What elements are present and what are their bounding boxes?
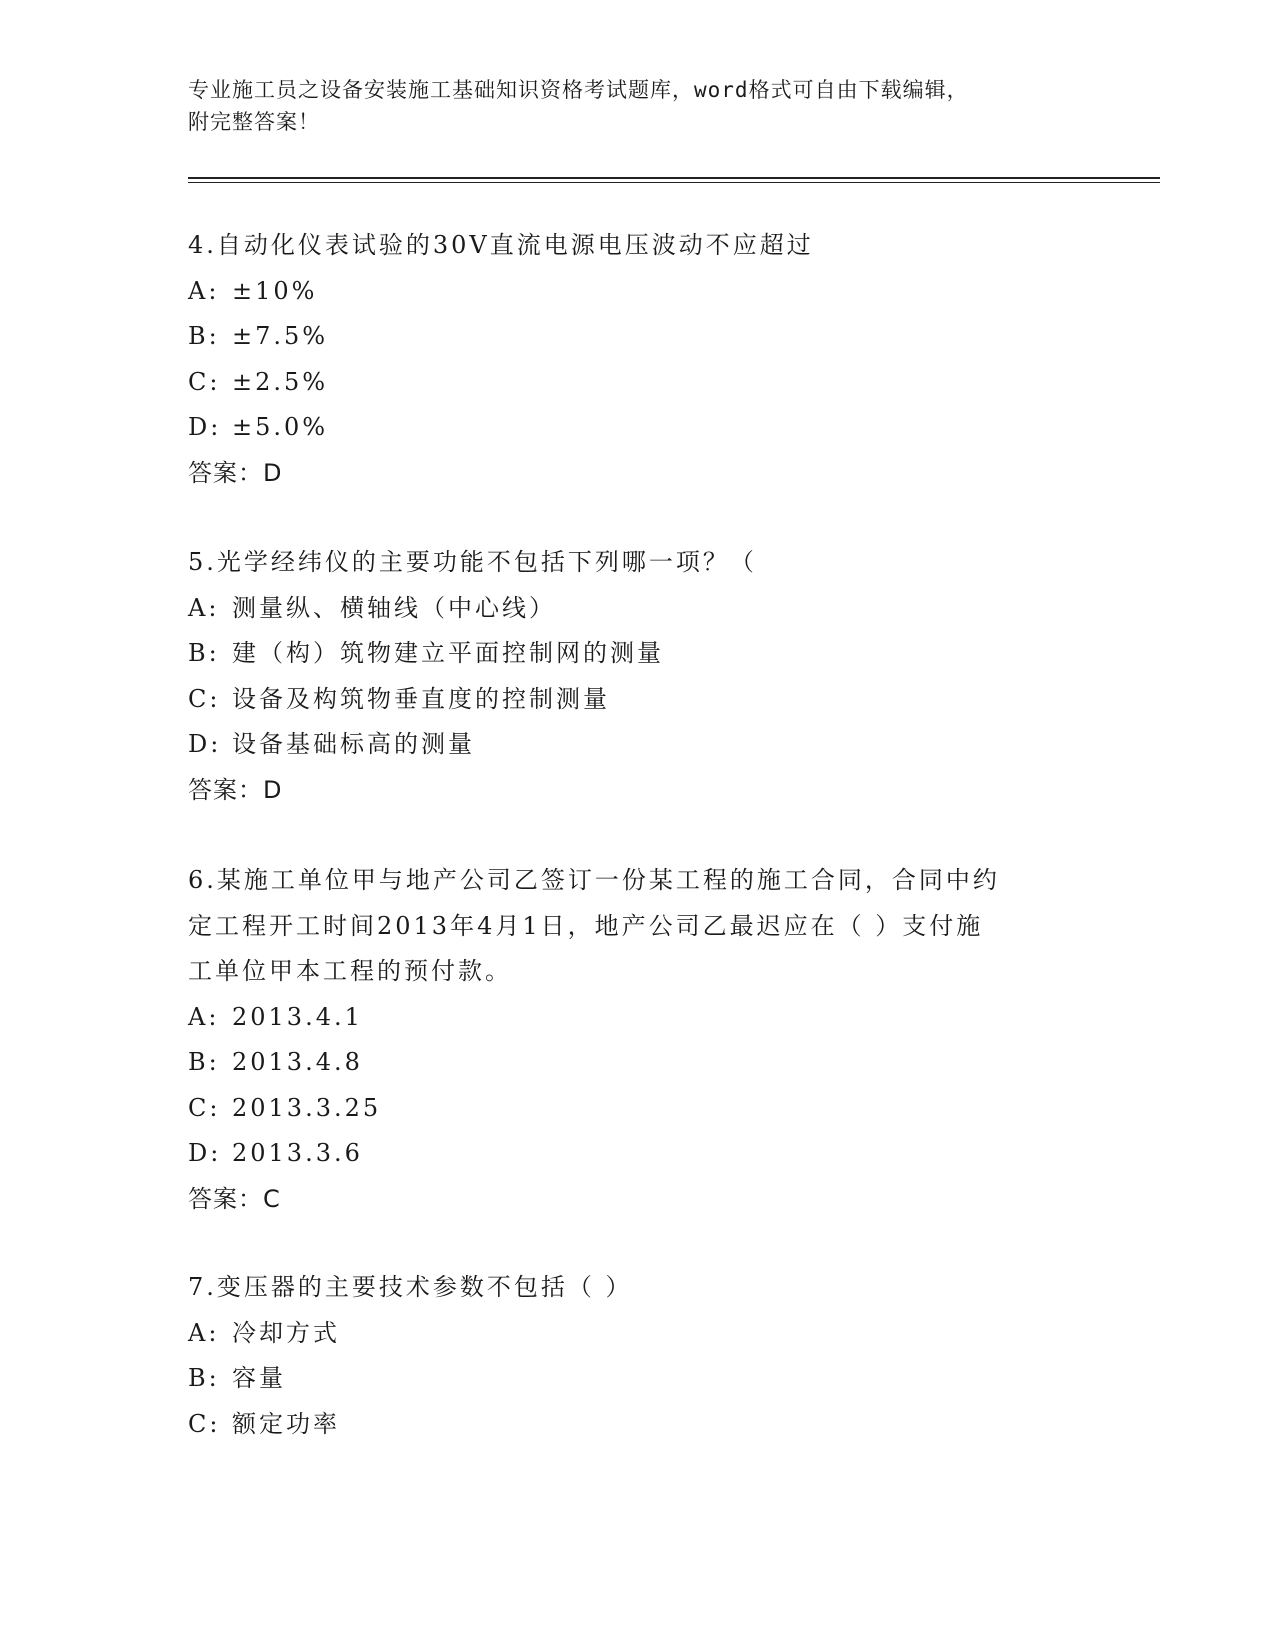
option-letter: D: — [188, 1139, 222, 1167]
header-title-line-1: 专业施工员之设备安装施工基础知识资格考试题库，word格式可自由下载编辑， — [188, 78, 969, 102]
question-stem-line: 定工程开工时间2013年4月1日，地产公司乙最迟应在（ ）支付施 — [188, 911, 984, 940]
option-a — [188, 1311, 1088, 1357]
option-b — [188, 631, 1088, 677]
option-d — [188, 1131, 1088, 1177]
question-7 — [188, 1265, 1088, 1447]
option-text: ±5.0% — [232, 413, 329, 441]
question-stem: 5.光学经纬仪的主要功能不包括下列哪一项？（ — [188, 548, 757, 576]
question-4 — [188, 223, 1088, 496]
option-c — [188, 1402, 1088, 1448]
option-text: 2013.4.1 — [232, 1002, 363, 1031]
option-letter: A: — [188, 1002, 220, 1031]
question-5 — [188, 540, 1088, 813]
question-stem-line: 6.某施工单位甲与地产公司乙签订一份某工程的施工合同，合同中约 — [188, 866, 1000, 894]
option-letter: C: — [188, 1093, 221, 1122]
question-stem: 7.变压器的主要技术参数不包括（ ） — [188, 1273, 633, 1301]
header-title-line-2: 附完整答案！ — [188, 110, 320, 134]
option-text: 设备及构筑物垂直度的控制测量 — [232, 684, 610, 713]
question-stem-line: 工单位甲本工程的预付款。 — [188, 957, 512, 985]
option-a — [188, 995, 1088, 1041]
option-letter: D: — [188, 730, 222, 758]
option-text: ±10% — [232, 276, 318, 305]
option-text: 设备基础标高的测量 — [232, 730, 475, 758]
answer: 答案：D — [188, 458, 283, 487]
option-d — [188, 405, 1088, 451]
option-c — [188, 677, 1088, 723]
option-text: 测量纵、横轴线（中心线） — [232, 593, 556, 622]
option-text: 建（构）筑物建立平面控制网的测量 — [232, 639, 664, 667]
option-text: 2013.3.25 — [232, 1093, 382, 1122]
answer: 答案：C — [188, 1184, 281, 1213]
option-a — [188, 269, 1088, 315]
option-text: ±2.5% — [232, 367, 329, 396]
option-c — [188, 360, 1088, 406]
option-text: 额定功率 — [232, 1409, 340, 1438]
option-letter: A: — [188, 593, 220, 622]
document-header — [188, 74, 1068, 138]
option-b — [188, 1356, 1088, 1402]
question-stem: 4.自动化仪表试验的30V直流电源电压波动不应超过 — [188, 231, 814, 259]
option-letter: B: — [188, 1048, 220, 1076]
option-d — [188, 722, 1088, 768]
header-divider — [188, 177, 1160, 183]
question-6 — [188, 858, 1088, 1222]
option-text: 2013.4.8 — [232, 1048, 363, 1076]
option-letter: A: — [188, 276, 220, 305]
option-letter: C: — [188, 367, 221, 396]
option-letter: B: — [188, 1364, 220, 1392]
option-letter: C: — [188, 1409, 221, 1438]
option-letter: D: — [188, 413, 222, 441]
option-letter: B: — [188, 322, 220, 350]
option-letter: C: — [188, 684, 221, 713]
option-b — [188, 1040, 1088, 1086]
option-a — [188, 586, 1088, 632]
option-letter: B: — [188, 639, 220, 667]
option-text: 容量 — [232, 1364, 286, 1392]
option-text: ±7.5% — [232, 322, 329, 350]
option-text: 2013.3.6 — [232, 1139, 363, 1167]
option-b — [188, 314, 1088, 360]
option-c — [188, 1086, 1088, 1132]
option-text: 冷却方式 — [232, 1318, 340, 1347]
option-letter: A: — [188, 1318, 220, 1347]
answer: 答案：D — [188, 775, 283, 804]
